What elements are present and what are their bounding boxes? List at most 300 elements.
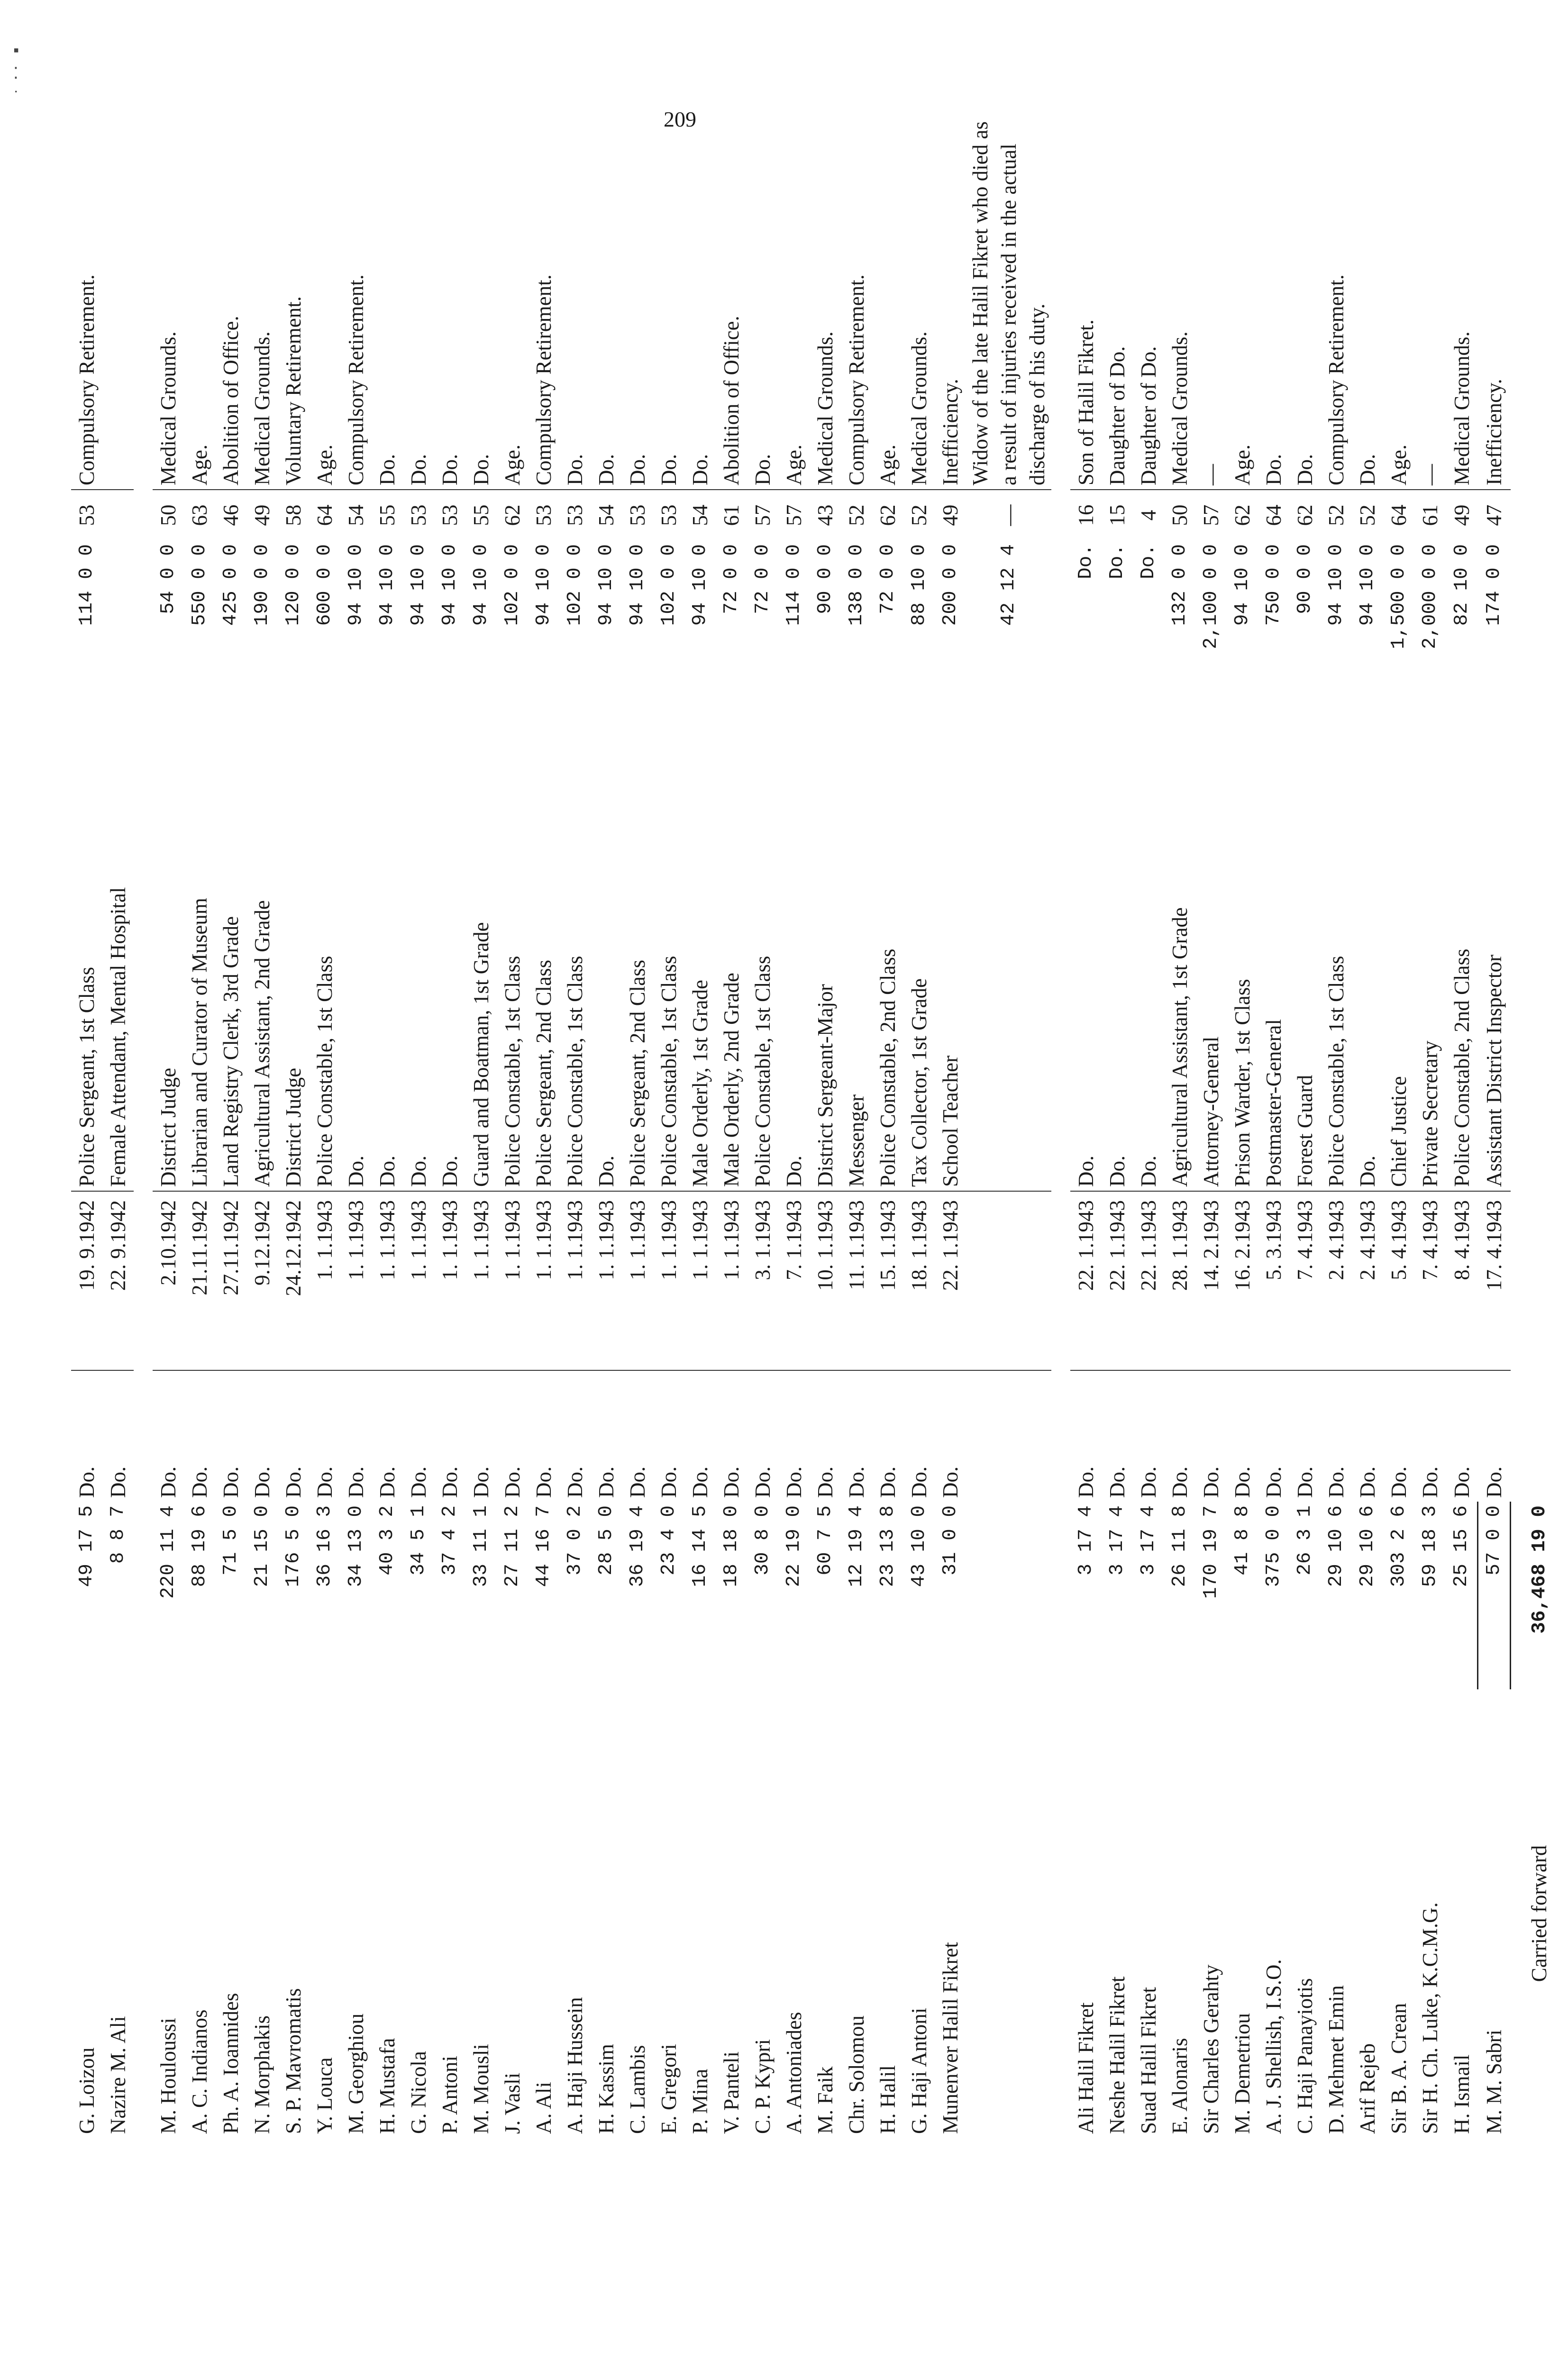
salary-cell: 94 10 0 bbox=[376, 544, 398, 626]
date-cell: 15. 1.1943 bbox=[872, 1191, 903, 1370]
table-row bbox=[841, 107, 872, 2138]
name-cell: G. Nicola bbox=[407, 2051, 430, 2134]
authority-cell: Do. bbox=[1137, 1466, 1160, 1498]
salary-cell: 94 10 0 bbox=[533, 544, 555, 626]
salary-cell: 90 0 0 bbox=[814, 544, 836, 614]
name-cell: Neshe Halil Fikret bbox=[1105, 1976, 1129, 2134]
name-cell: P. Antoni bbox=[438, 2055, 462, 2134]
reason-cell: Do. bbox=[1352, 107, 1383, 490]
table-row bbox=[215, 107, 246, 2138]
age-cell: 55 bbox=[469, 504, 493, 526]
amount-cell: 29 10 6 bbox=[1325, 1505, 1347, 1587]
salary-cell: 54 0 0 bbox=[157, 544, 179, 614]
reason-cell: Medical Grounds. bbox=[1164, 107, 1195, 490]
authority-cell: Do. bbox=[626, 1466, 649, 1498]
office-cell bbox=[966, 700, 1051, 1191]
age-cell: 57 bbox=[1199, 504, 1223, 526]
authority-cell: Do. bbox=[344, 1466, 368, 1498]
age-cell: 53 bbox=[407, 504, 430, 526]
table-row bbox=[1164, 107, 1195, 2138]
age-cell: 57 bbox=[751, 504, 775, 526]
reason-cell bbox=[102, 107, 134, 490]
date-cell: 1. 1.1943 bbox=[309, 1191, 340, 1370]
name-cell: Sir Charles Gerahty bbox=[1199, 1964, 1223, 2134]
date-cell: 18. 1.1943 bbox=[903, 1191, 935, 1370]
amount-cell: 16 14 5 bbox=[689, 1505, 711, 1587]
age-cell: 53 bbox=[657, 504, 681, 526]
age-cell: 53 bbox=[626, 504, 649, 526]
table-row bbox=[1446, 107, 1478, 2138]
office-cell: Do. bbox=[1352, 700, 1383, 1191]
table-row bbox=[246, 107, 278, 2138]
office-cell: District Sergeant-Major bbox=[810, 700, 841, 1191]
age-cell: 49 bbox=[250, 504, 274, 526]
amount-cell: 57 0 0 bbox=[1478, 1502, 1511, 1689]
table-row bbox=[591, 107, 622, 2138]
table-row bbox=[1102, 107, 1133, 2138]
date-cell: 1. 1.1943 bbox=[716, 1191, 747, 1370]
salary-cell: 120 0 0 bbox=[283, 544, 304, 626]
date-cell: 28. 1.1943 bbox=[1164, 1191, 1195, 1370]
authority-cell: Do. bbox=[469, 1466, 493, 1498]
reason-cell: Daughter of Do. bbox=[1133, 107, 1164, 490]
reason-cell: Do. bbox=[591, 107, 622, 490]
office-cell: Police Constable, 1st Class bbox=[653, 700, 684, 1191]
table-row bbox=[403, 107, 434, 2138]
table-row bbox=[309, 107, 340, 2138]
name-cell: M. M. Sabri bbox=[1482, 2029, 1506, 2134]
age-cell: 53 bbox=[438, 504, 462, 526]
amount-cell: 60 7 5 bbox=[814, 1505, 836, 1576]
name-cell: A. C. Indianos bbox=[188, 2009, 211, 2134]
age-cell: 52 bbox=[1356, 504, 1379, 526]
age-cell: 54 bbox=[688, 504, 712, 526]
date-cell: 1. 1.1943 bbox=[684, 1191, 716, 1370]
salary-cell: 88 10 0 bbox=[908, 544, 930, 626]
table-row bbox=[497, 107, 528, 2138]
amount-cell: 34 5 1 bbox=[408, 1505, 429, 1576]
table-row bbox=[1321, 107, 1352, 2138]
office-cell: Police Sergeant, 2nd Class bbox=[622, 700, 653, 1191]
age-cell: 53 bbox=[75, 504, 99, 526]
authority-cell: Do. bbox=[657, 1466, 681, 1498]
age-cell: 62 bbox=[1231, 504, 1254, 526]
name-cell: M. Georghiou bbox=[344, 2013, 368, 2134]
date-cell: 19. 9.1942 bbox=[71, 1191, 102, 1370]
salary-cell: 2,000 0 0 bbox=[1419, 544, 1441, 649]
pension-table bbox=[71, 107, 1568, 2138]
authority-cell: Do. bbox=[375, 1466, 399, 1498]
pension-table-rotated bbox=[71, 121, 1551, 2138]
authority-cell: Do. bbox=[501, 1466, 524, 1498]
spacer-row bbox=[1051, 107, 1070, 2138]
office-cell: Police Sergeant, 1st Class bbox=[71, 700, 102, 1191]
date-cell: 3. 1.1943 bbox=[747, 1191, 778, 1370]
authority-cell: Do. bbox=[907, 1466, 931, 1498]
reason-cell: Compulsory Retirement. bbox=[340, 107, 372, 490]
name-cell: Sir H. Ch. Luke, K.C.M.G. bbox=[1418, 1902, 1442, 2134]
amount-cell: 36 19 4 bbox=[627, 1505, 648, 1587]
amount-cell: 36 16 3 bbox=[314, 1505, 336, 1587]
amount-cell: 23 4 0 bbox=[658, 1505, 680, 1576]
date-cell: 5. 3.1943 bbox=[1258, 1191, 1289, 1370]
reason-cell: Age. bbox=[778, 107, 810, 490]
date-cell: 7. 4.1943 bbox=[1414, 1191, 1446, 1370]
table-row bbox=[465, 107, 497, 2138]
salary-cell: 94 10 0 bbox=[689, 544, 711, 626]
reason-cell: Do. bbox=[403, 107, 434, 490]
salary-cell: 600 0 0 bbox=[314, 544, 336, 626]
office-cell: Police Constable, 1st Class bbox=[747, 700, 778, 1191]
name-cell: M. Houloussi bbox=[156, 2017, 180, 2134]
amount-cell: 44 16 7 bbox=[533, 1505, 555, 1587]
date-cell: 11. 1.1943 bbox=[841, 1191, 872, 1370]
reason-cell: Abolition of Office. bbox=[716, 107, 747, 490]
age-cell: 61 bbox=[1418, 504, 1442, 526]
date-cell: 17. 4.1943 bbox=[1478, 1191, 1511, 1370]
amount-cell: 31 0 0 bbox=[939, 1505, 961, 1576]
age-cell: 63 bbox=[188, 504, 211, 526]
reason-cell: Widow of the late Halil Fikret who died as a result of injuries received in the actual discharge of his duty. bbox=[966, 107, 1051, 490]
amount-cell: 22 19 0 bbox=[783, 1505, 805, 1587]
reason-cell: Do. bbox=[747, 107, 778, 490]
age-cell: 53 bbox=[532, 504, 556, 526]
table-row bbox=[653, 107, 684, 2138]
name-cell: Suad Halil Fikret bbox=[1137, 1987, 1160, 2134]
office-cell: Police Sergeant, 2nd Class bbox=[528, 700, 559, 1191]
age-cell: 15 bbox=[1105, 504, 1129, 526]
amount-cell: 21 15 0 bbox=[251, 1505, 273, 1587]
table-row bbox=[278, 107, 309, 2138]
name-cell: C. Haji Panayiotis bbox=[1293, 1978, 1317, 2134]
name-cell: C. Lambis bbox=[626, 2045, 649, 2134]
name-cell: E. Gregori bbox=[657, 2044, 681, 2134]
spacer-cell bbox=[134, 107, 153, 2138]
reason-cell: Compulsory Retirement. bbox=[528, 107, 559, 490]
date-cell: 1. 1.1943 bbox=[497, 1191, 528, 1370]
amount-cell: 26 3 1 bbox=[1294, 1505, 1316, 1576]
date-cell: 1. 1.1943 bbox=[591, 1191, 622, 1370]
authority-cell: Do. bbox=[1482, 1466, 1506, 1498]
name-cell: M. Faik bbox=[813, 2066, 837, 2134]
amount-cell: 49 17 5 bbox=[76, 1505, 98, 1587]
office-cell: Messenger bbox=[841, 700, 872, 1191]
name-cell: N. Morphakis bbox=[250, 2015, 274, 2134]
age-cell: 47 bbox=[1482, 504, 1506, 526]
salary-cell: 174 0 0 bbox=[1483, 544, 1505, 626]
reason-cell: Do. bbox=[1289, 107, 1321, 490]
table-row bbox=[434, 107, 465, 2138]
authority-cell: Do. bbox=[1356, 1466, 1379, 1498]
office-cell: Do. bbox=[372, 700, 403, 1191]
authority-cell: Do. bbox=[407, 1466, 430, 1498]
name-cell: D. Mehmet Emin bbox=[1324, 1985, 1348, 2134]
salary-cell: 94 10 0 bbox=[1357, 544, 1378, 626]
age-cell: 43 bbox=[813, 504, 837, 526]
authority-cell: Do. bbox=[939, 1466, 962, 1498]
amount-cell: 88 19 6 bbox=[189, 1505, 210, 1587]
age-cell: 53 bbox=[563, 504, 587, 526]
table-row bbox=[1195, 107, 1227, 2138]
authority-cell: Do. bbox=[1418, 1466, 1442, 1498]
table-row bbox=[684, 107, 716, 2138]
amount-cell: 37 0 2 bbox=[564, 1505, 586, 1576]
amount-cell: 303 2 6 bbox=[1388, 1505, 1410, 1587]
salary-cell: 90 0 0 bbox=[1294, 544, 1316, 614]
salary-cell: 94 10 0 bbox=[1325, 544, 1347, 626]
salary-cell: 114 0 0 bbox=[783, 544, 805, 626]
date-cell: 1. 1.1943 bbox=[372, 1191, 403, 1370]
office-cell: Do. bbox=[434, 700, 465, 1191]
amount-cell: 59 18 3 bbox=[1419, 1505, 1441, 1587]
name-cell: P. Mina bbox=[688, 2069, 712, 2134]
date-cell: 22. 1.1943 bbox=[1102, 1191, 1133, 1370]
office-cell: Male Orderly, 1st Grade bbox=[684, 700, 716, 1191]
reason-cell: Medical Grounds. bbox=[246, 107, 278, 490]
margin-mark: ⁚ bbox=[13, 65, 18, 82]
office-cell: Do. bbox=[1070, 700, 1102, 1191]
salary-cell: 550 0 0 bbox=[189, 544, 210, 626]
reason-cell: — bbox=[1195, 107, 1227, 490]
authority-cell: Do. bbox=[1231, 1466, 1254, 1498]
table-row bbox=[1289, 107, 1321, 2138]
age-cell: 49 bbox=[1449, 504, 1474, 526]
office-cell: Do. bbox=[403, 700, 434, 1191]
amount-cell: 23 13 8 bbox=[877, 1505, 899, 1587]
age-cell: 4 bbox=[1137, 510, 1160, 521]
authority-cell: Do. bbox=[1074, 1466, 1098, 1498]
age-cell: 49 bbox=[939, 504, 962, 526]
age-cell: 50 bbox=[156, 504, 180, 526]
date-cell: 5. 4.1943 bbox=[1383, 1191, 1414, 1370]
name-cell: A. Ali bbox=[532, 2081, 556, 2134]
salary-cell bbox=[102, 540, 134, 700]
date-cell: 2. 4.1943 bbox=[1321, 1191, 1352, 1370]
name-cell: H. Ismail bbox=[1449, 2054, 1474, 2134]
office-cell: Police Constable, 2nd Class bbox=[1446, 700, 1478, 1191]
amount-cell: 375 0 0 bbox=[1263, 1505, 1285, 1587]
name-cell: C. P. Kypri bbox=[751, 2039, 775, 2134]
reason-cell: Do. bbox=[434, 107, 465, 490]
salary-cell: Do. bbox=[1106, 544, 1128, 579]
date-cell: 22. 1.1943 bbox=[935, 1191, 966, 1370]
name-cell: Y. Louca bbox=[313, 2057, 337, 2134]
authority-cell: Do. bbox=[1262, 1466, 1285, 1498]
office-cell: Postmaster-General bbox=[1258, 700, 1289, 1191]
authority-cell: Do. bbox=[156, 1466, 180, 1498]
salary-cell: 72 0 0 bbox=[752, 544, 774, 614]
amount-cell: 71 5 0 bbox=[220, 1505, 242, 1576]
salary-cell: 82 10 0 bbox=[1450, 544, 1473, 626]
name-cell: M. Mousli bbox=[469, 2043, 493, 2134]
date-cell: 27.11.1942 bbox=[215, 1191, 246, 1370]
office-cell: Attorney-General bbox=[1195, 700, 1227, 1191]
name-cell: Munenver Halil Fikret bbox=[939, 1942, 962, 2134]
reason-cell: Age. bbox=[309, 107, 340, 490]
amount-cell: 3 17 4 bbox=[1075, 1505, 1097, 1576]
salary-cell: 94 10 0 bbox=[439, 544, 461, 626]
name-cell: Arif Rejeb bbox=[1356, 2043, 1379, 2134]
office-cell: Do. bbox=[340, 700, 372, 1191]
amount-cell: 220 11 4 bbox=[157, 1505, 179, 1599]
date-cell: 1. 1.1943 bbox=[622, 1191, 653, 1370]
age-cell: 64 bbox=[313, 504, 337, 526]
office-cell: Private Secretary bbox=[1414, 700, 1446, 1191]
date-cell: 1. 1.1943 bbox=[434, 1191, 465, 1370]
office-cell: District Judge bbox=[278, 700, 309, 1191]
spacer-row bbox=[134, 107, 153, 2138]
reason-cell: Son of Halil Fikret. bbox=[1070, 107, 1102, 490]
amount-cell: 30 8 0 bbox=[752, 1505, 774, 1576]
table-row bbox=[872, 107, 903, 2138]
authority-cell: Do. bbox=[688, 1466, 712, 1498]
amount-cell: 3 17 4 bbox=[1138, 1505, 1159, 1576]
office-cell: District Judge bbox=[153, 700, 184, 1191]
amount-cell: 28 5 0 bbox=[595, 1505, 617, 1576]
date-cell: 10. 1.1943 bbox=[810, 1191, 841, 1370]
salary-cell: 94 10 0 bbox=[470, 544, 492, 626]
date-cell bbox=[966, 1191, 1051, 1370]
salary-cell: 94 10 0 bbox=[595, 544, 617, 626]
amount-cell: 43 10 0 bbox=[908, 1505, 930, 1587]
reason-cell: Voluntary Retirement. bbox=[278, 107, 309, 490]
authority-cell: Do. bbox=[219, 1466, 243, 1498]
age-cell: 52 bbox=[845, 504, 868, 526]
salary-cell: 102 0 0 bbox=[658, 544, 680, 626]
authority-cell: Do. bbox=[563, 1466, 587, 1498]
table-row bbox=[810, 107, 841, 2138]
table-row bbox=[372, 107, 403, 2138]
margin-mark: ▪ bbox=[13, 42, 19, 59]
name-cell: G. Loizou bbox=[75, 2047, 99, 2134]
amount-cell: 40 3 2 bbox=[376, 1505, 398, 1576]
office-cell: Police Constable, 1st Class bbox=[497, 700, 528, 1191]
table-row bbox=[71, 107, 102, 2138]
date-cell: 1. 1.1943 bbox=[340, 1191, 372, 1370]
age-cell: 16 bbox=[1074, 504, 1098, 526]
reason-cell: Age. bbox=[1383, 107, 1414, 490]
age-cell: 64 bbox=[1387, 504, 1411, 526]
office-cell: School Teacher bbox=[935, 700, 966, 1191]
age-cell: — bbox=[997, 504, 1021, 526]
name-cell bbox=[966, 1689, 1051, 2138]
name-cell: Nazire M. Ali bbox=[106, 2016, 130, 2134]
name-cell: Ph. A. Ioannides bbox=[219, 1993, 243, 2134]
table-row bbox=[1478, 107, 1511, 2138]
age-cell: 62 bbox=[501, 504, 524, 526]
salary-cell: 72 0 0 bbox=[720, 544, 742, 614]
name-cell: H. Mustafa bbox=[375, 2038, 399, 2134]
office-cell: Police Constable, 1st Class bbox=[559, 700, 591, 1191]
name-cell: A. Haji Hussein bbox=[563, 1997, 587, 2134]
table-row bbox=[1414, 107, 1446, 2138]
authority-cell: Do. bbox=[1168, 1466, 1192, 1498]
salary-cell: 2,100 0 0 bbox=[1200, 544, 1222, 649]
table-row bbox=[153, 107, 184, 2138]
carried-forward-row bbox=[1511, 107, 1568, 2138]
carried-forward-blank bbox=[1511, 107, 1568, 1502]
table-row bbox=[1383, 107, 1414, 2138]
office-cell: Police Constable, 1st Class bbox=[1321, 700, 1352, 1191]
reason-cell: Medical Grounds. bbox=[903, 107, 935, 490]
age-cell: 62 bbox=[1293, 504, 1317, 526]
salary-cell: 94 10 0 bbox=[627, 544, 648, 626]
office-cell: Do. bbox=[1133, 700, 1164, 1191]
date-cell: 2.10.1942 bbox=[153, 1191, 184, 1370]
salary-cell: 425 0 0 bbox=[220, 544, 242, 626]
name-cell: M. Demetriou bbox=[1231, 2013, 1254, 2134]
office-cell: Agricultural Assistant, 2nd Grade bbox=[246, 700, 278, 1191]
reason-cell: Do. bbox=[684, 107, 716, 490]
table-row bbox=[778, 107, 810, 2138]
date-cell: 14. 2.1943 bbox=[1195, 1191, 1227, 1370]
salary-cell: 72 0 0 bbox=[877, 544, 899, 614]
age-cell bbox=[102, 490, 134, 540]
table-row bbox=[622, 107, 653, 2138]
table-row bbox=[903, 107, 935, 2138]
office-cell: Prison Warder, 1st Class bbox=[1227, 700, 1258, 1191]
authority-cell: Do. bbox=[782, 1466, 806, 1498]
name-cell: G. Haji Antoni bbox=[907, 2007, 931, 2134]
amount-cell: 176 5 0 bbox=[283, 1505, 304, 1587]
date-cell: 9.12.1942 bbox=[246, 1191, 278, 1370]
table-row bbox=[747, 107, 778, 2138]
age-cell: 58 bbox=[282, 504, 305, 526]
age-cell: 64 bbox=[1262, 504, 1285, 526]
salary-cell: 114 0 0 bbox=[76, 544, 98, 626]
table-row bbox=[935, 107, 966, 2138]
amount-cell: 25 15 6 bbox=[1450, 1505, 1472, 1587]
table-row bbox=[340, 107, 372, 2138]
authority-cell: Do. bbox=[720, 1466, 743, 1498]
reason-cell: Age. bbox=[872, 107, 903, 490]
reason-cell: Do. bbox=[465, 107, 497, 490]
salary-cell: 94 10 0 bbox=[408, 544, 429, 626]
salary-cell: 190 0 0 bbox=[251, 544, 273, 626]
table-row bbox=[528, 107, 559, 2138]
authority-cell: Do. bbox=[532, 1466, 556, 1498]
reason-cell: Daughter of Do. bbox=[1102, 107, 1133, 490]
date-cell: 22. 9.1942 bbox=[102, 1191, 134, 1370]
margin-mark: ˙ bbox=[13, 88, 19, 105]
amount-cell: 3 17 4 bbox=[1106, 1505, 1128, 1576]
table-row bbox=[1070, 107, 1102, 2138]
salary-cell: 42 12 4 bbox=[998, 544, 1020, 626]
salary-cell: Do. bbox=[1075, 544, 1097, 579]
authority-cell bbox=[966, 1370, 1051, 1502]
age-cell: 50 bbox=[1168, 504, 1192, 526]
office-cell: Chief Justice bbox=[1383, 700, 1414, 1191]
office-cell: Police Constable, 1st Class bbox=[309, 700, 340, 1191]
date-cell: 1. 1.1943 bbox=[528, 1191, 559, 1370]
reason-cell: Compulsory Retirement. bbox=[1321, 107, 1352, 490]
date-cell: 1. 1.1943 bbox=[403, 1191, 434, 1370]
authority-cell: Do. bbox=[250, 1466, 274, 1498]
salary-cell: 138 0 0 bbox=[846, 544, 867, 626]
reason-cell: Do. bbox=[622, 107, 653, 490]
table-row bbox=[184, 107, 215, 2138]
authority-cell: Do. bbox=[1387, 1466, 1411, 1498]
age-cell: 46 bbox=[219, 504, 243, 526]
name-cell: H. Kassim bbox=[594, 2044, 618, 2134]
authority-cell: Do. bbox=[282, 1466, 305, 1498]
table-row bbox=[1227, 107, 1258, 2138]
authority-cell: Do. bbox=[1449, 1466, 1474, 1498]
age-cell: 54 bbox=[594, 504, 618, 526]
authority-cell: Do. bbox=[751, 1466, 775, 1498]
salary-cell: Do. bbox=[1138, 544, 1159, 579]
authority-cell: Do. bbox=[1199, 1466, 1223, 1498]
